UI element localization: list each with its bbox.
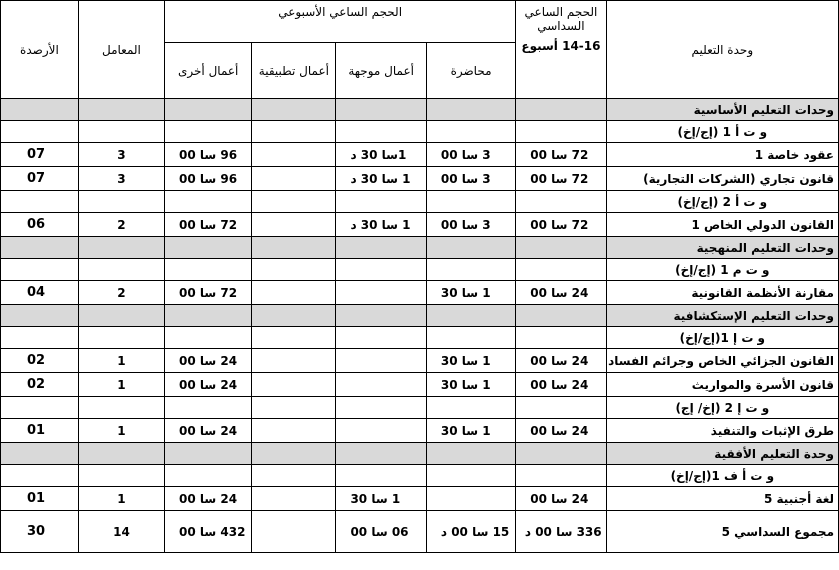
empty-cell [78,191,164,213]
other-work-hours: 24 سا 00 [165,419,252,443]
subunit-row [1,191,839,213]
empty-cell [516,305,606,327]
coefficient: 14 [78,511,164,553]
applied-work-hours [252,167,336,191]
empty-cell [165,305,252,327]
empty-cell [516,99,606,121]
other-work-hours: 24 سا 00 [165,487,252,511]
unit-name: عقود خاصة 1 [606,143,838,167]
empty-cell [78,305,164,327]
empty-cell [336,465,426,487]
subunit-row [1,259,839,281]
header-lecture: محاضرة [426,43,515,99]
table-body [1,99,839,553]
empty-cell [516,397,606,419]
applied-work-hours [252,213,336,237]
coefficient: 3 [78,143,164,167]
lecture-hours: 1 سا 30 [426,419,515,443]
empty-cell [165,327,252,349]
empty-cell [516,121,606,143]
empty-cell [1,443,79,465]
subunit-row [1,121,839,143]
directed-work-hours [336,419,426,443]
empty-cell [165,237,252,259]
credits: 06 [1,213,79,237]
empty-cell [1,99,79,121]
header-directed-work: أعمال موجهة [336,43,426,99]
semester-volume: 24 سا 00 [516,487,606,511]
empty-cell [516,237,606,259]
credits: 02 [1,349,79,373]
coefficient: 1 [78,419,164,443]
empty-cell [1,237,79,259]
empty-cell [336,443,426,465]
section-row [1,305,839,327]
semester-volume: 72 سا 00 [516,213,606,237]
empty-cell [252,397,336,419]
section-label: وحدة التعليم الأفقية [606,443,838,465]
subunit-label: و ت م 1 (إج/إخ) [606,259,838,281]
empty-cell [336,121,426,143]
subunit-label: و ت إ 1(إج/إخ) [606,327,838,349]
semester-volume: 72 سا 00 [516,167,606,191]
empty-cell [336,305,426,327]
empty-cell [426,465,515,487]
empty-cell [78,465,164,487]
empty-cell [165,191,252,213]
empty-cell [165,443,252,465]
semester-volume: 24 سا 00 [516,419,606,443]
empty-cell [165,397,252,419]
empty-cell [426,305,515,327]
header-coefficient: المعامل [78,1,164,99]
empty-cell [1,465,79,487]
lecture-hours [426,487,515,511]
directed-work-hours: 1سا 30 د [336,143,426,167]
coefficient: 2 [78,281,164,305]
coefficient: 1 [78,373,164,397]
empty-cell [252,99,336,121]
directed-work-hours: 1 سا 30 د [336,213,426,237]
credits: 04 [1,281,79,305]
section-row [1,99,839,121]
empty-cell [1,327,79,349]
empty-cell [165,121,252,143]
subunit-row [1,397,839,419]
empty-cell [78,237,164,259]
empty-cell [426,327,515,349]
empty-cell [516,443,606,465]
other-work-hours: 72 سا 00 [165,281,252,305]
unit-name: مقارنة الأنظمة القانونية [606,281,838,305]
empty-cell [252,191,336,213]
header-credits: الأرصدة [1,1,79,99]
empty-cell [1,305,79,327]
coefficient: 1 [78,487,164,511]
section-label: وحدات التعليم الإستكشافية [606,305,838,327]
subunit-label: و ت إ 2 (إخ/ إج) [606,397,838,419]
unit-name: قانون تجاري (الشركات التجارية) [606,167,838,191]
section-row [1,443,839,465]
empty-cell [336,327,426,349]
applied-work-hours [252,419,336,443]
other-work-hours: 96 سا 00 [165,167,252,191]
empty-cell [78,121,164,143]
semester-volume: 24 سا 00 [516,349,606,373]
coefficient: 3 [78,167,164,191]
header-weekly-volume: الحجم الساعي الأسبوعي [165,1,516,43]
credits: 07 [1,143,79,167]
semester-volume: 72 سا 00 [516,143,606,167]
empty-cell [336,397,426,419]
subunit-label: و ت أ 2 (إج/إخ) [606,191,838,213]
lecture-hours: 1 سا 30 [426,373,515,397]
lecture-hours: 15 سا 00 د [426,511,515,553]
directed-work-hours [336,373,426,397]
lecture-hours: 1 سا 30 [426,281,515,305]
empty-cell [336,259,426,281]
applied-work-hours [252,511,336,553]
other-work-hours: 24 سا 00 [165,349,252,373]
unit-name: القانون الدولي الخاص 1 [606,213,838,237]
header-semester-volume: الحجم الساعي السداسي [524,5,598,33]
empty-cell [336,191,426,213]
empty-cell [165,99,252,121]
directed-work-hours: 06 سا 00 [336,511,426,553]
empty-cell [252,305,336,327]
lecture-hours: 1 سا 30 [426,349,515,373]
unit-name: طرق الإثبات والتنفيذ [606,419,838,443]
empty-cell [252,237,336,259]
lecture-hours: 3 سا 00 [426,167,515,191]
unit-name: مجموع السداسي 5 [606,511,838,553]
empty-cell [78,99,164,121]
other-work-hours: 24 سا 00 [165,373,252,397]
other-work-hours: 96 سا 00 [165,143,252,167]
empty-cell [426,121,515,143]
header-other-work: أعمال أخرى [165,43,252,99]
applied-work-hours [252,349,336,373]
empty-cell [78,259,164,281]
empty-cell [426,397,515,419]
subunit-row [1,327,839,349]
empty-cell [336,99,426,121]
credits: 07 [1,167,79,191]
other-work-hours: 72 سا 00 [165,213,252,237]
table-row [1,167,839,191]
empty-cell [1,121,79,143]
directed-work-hours: 1 سا 30 د [336,167,426,191]
credits: 30 [1,511,79,553]
lecture-hours: 3 سا 00 [426,143,515,167]
table-row [1,213,839,237]
credits: 02 [1,373,79,397]
empty-cell [336,237,426,259]
table-row [1,281,839,305]
subunit-label: و ت أ ف 1(إج/إخ) [606,465,838,487]
empty-cell [1,259,79,281]
empty-cell [426,259,515,281]
empty-cell [78,327,164,349]
header-weeks: 14-16 أسبوع [521,39,601,53]
directed-work-hours [336,281,426,305]
empty-cell [1,191,79,213]
semester-volume: 336 سا 00 د [516,511,606,553]
empty-cell [252,443,336,465]
empty-cell [252,121,336,143]
table-row [1,143,839,167]
applied-work-hours [252,487,336,511]
credits: 01 [1,419,79,443]
table-row [1,487,839,511]
empty-cell [516,465,606,487]
lecture-hours: 3 سا 00 [426,213,515,237]
table-row [1,373,839,397]
empty-cell [252,465,336,487]
empty-cell [1,397,79,419]
semester-volume: 24 سا 00 [516,281,606,305]
empty-cell [426,237,515,259]
empty-cell [516,259,606,281]
table-row [1,349,839,373]
section-label: وحدات التعليم الأساسية [606,99,838,121]
unit-name: قانون الأسرة والمواريث [606,373,838,397]
table-row [1,419,839,443]
empty-cell [252,327,336,349]
empty-cell [516,327,606,349]
unit-name: القانون الجزائي الخاص وجرائم الفساد [606,349,838,373]
applied-work-hours [252,373,336,397]
empty-cell [165,259,252,281]
coefficient: 1 [78,349,164,373]
directed-work-hours: 1 سا 30 [336,487,426,511]
subunit-label: و ت أ 1 (إج/إخ) [606,121,838,143]
coefficient: 2 [78,213,164,237]
empty-cell [426,443,515,465]
credits: 01 [1,487,79,511]
empty-cell [78,443,164,465]
total-row [1,511,839,553]
subunit-row [1,465,839,487]
semester-volume: 24 سا 00 [516,373,606,397]
section-row [1,237,839,259]
empty-cell [426,99,515,121]
directed-work-hours [336,349,426,373]
section-label: وحدات التعليم المنهجية [606,237,838,259]
empty-cell [78,397,164,419]
other-work-hours: 432 سا 00 [165,511,252,553]
empty-cell [426,191,515,213]
empty-cell [252,259,336,281]
applied-work-hours [252,281,336,305]
header-applied-work: أعمال تطبيقية [252,43,336,99]
applied-work-hours [252,143,336,167]
empty-cell [165,465,252,487]
header-unit: وحدة التعليم [606,1,838,99]
unit-name: لغة أجنبية 5 [606,487,838,511]
empty-cell [516,191,606,213]
